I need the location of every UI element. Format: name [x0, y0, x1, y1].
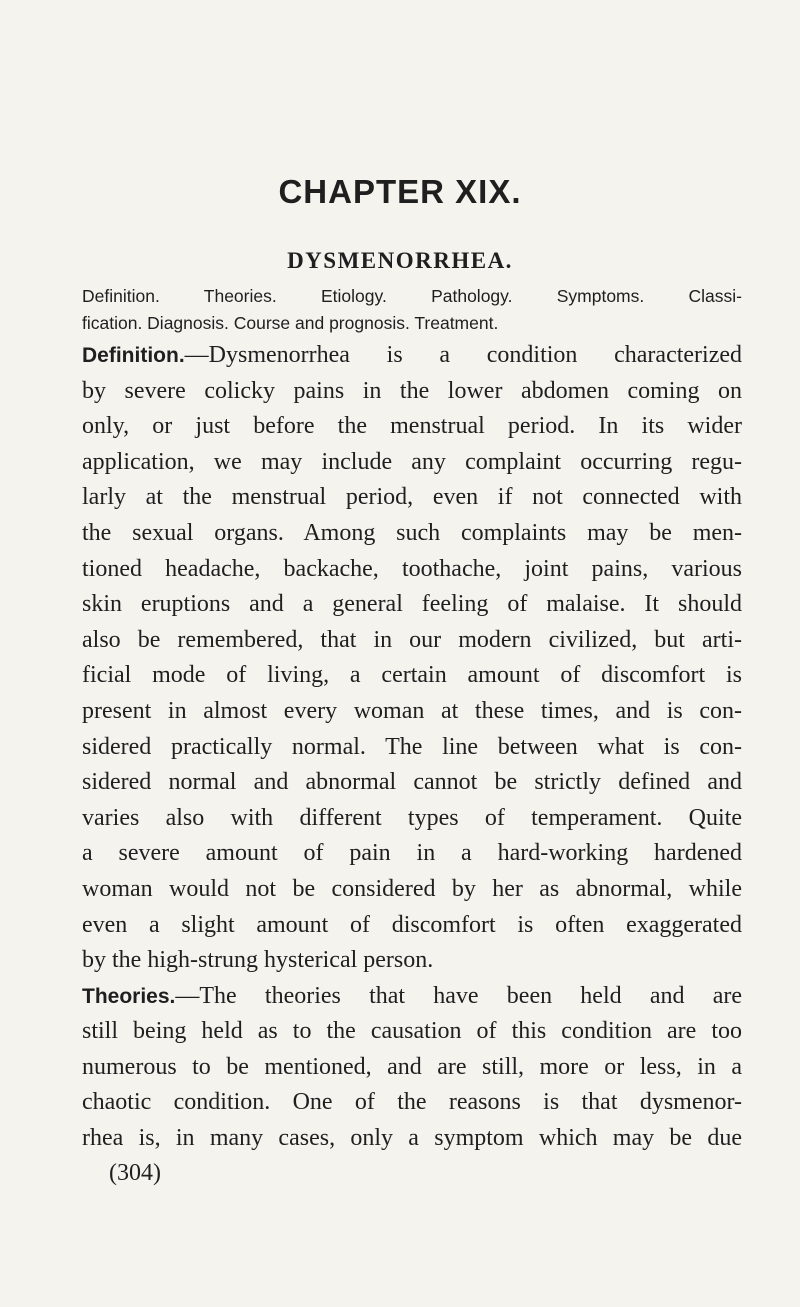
definition-heading: Definition. — [82, 344, 185, 367]
paragraph-line: numerous to be mentioned, and are still, more or less, in a — [82, 1053, 742, 1080]
paragraph-line: even a slight amount of discomfort is often exaggerated — [82, 911, 742, 938]
paragraph-line: sidered practically normal. The line between what is con- — [82, 733, 742, 760]
paragraph-line: ficial mode of living, a certain amount of discomfort is — [82, 662, 742, 689]
paragraph-line: only, or just before the menstrual period. In its wider — [82, 413, 742, 440]
paragraph-line: still being held as to the causation of this condition are too — [82, 1018, 742, 1045]
paragraph-line: Theories.—The theories that have been held and are — [82, 982, 742, 1009]
chapter-contents-summary — [82, 283, 742, 337]
body-text — [82, 338, 742, 1157]
paragraph-line: rhea is, in many cases, only a symptom which may be due — [82, 1125, 742, 1152]
paragraph-line: varies also with different types of temperament. Quite — [82, 804, 742, 831]
contents-line: fication. Diagnosis. Course and prognosis. Treatment. — [82, 313, 499, 333]
paragraph-line: application, we may include any complaint occurring regu- — [82, 448, 742, 475]
paragraph-line: larly at the menstrual period, even if not connected with — [82, 484, 742, 511]
paragraph-line: Definition.—Dysmenorrhea is a condition characterized — [82, 342, 742, 368]
page-number: (304) — [109, 1160, 161, 1186]
contents-line: Definition. Theories. Etiology. Pathology. Symptoms. Classi- — [82, 286, 742, 306]
paragraph-line: also be remembered, that in our modern civilized, but arti- — [82, 626, 742, 653]
paragraph-line: the sexual organs. Among such complaints may be men- — [82, 519, 742, 546]
paragraph-line: sidered normal and abnormal cannot be strictly defined and — [82, 769, 742, 796]
paragraph-line: tioned headache, backache, toothache, joint pains, various — [82, 555, 742, 582]
paragraph-line: woman would not be considered by her as abnormal, while — [82, 875, 742, 902]
chapter-title: CHAPTER XIX. — [278, 173, 522, 210]
paragraph-line: skin eruptions and a general feeling of malaise. It should — [82, 591, 742, 618]
section-title: DYSMENORRHEA. — [287, 248, 513, 273]
theories-heading: Theories. — [82, 984, 176, 1008]
paragraph-line: chaotic condition. One of the reasons is that dysmenor- — [82, 1089, 742, 1116]
paragraph-line: by the high-strung hysterical person. — [82, 947, 434, 974]
paragraph-line: a severe amount of pain in a hard-working hardened — [82, 840, 742, 867]
paragraph-line: present in almost every woman at these times, and is con- — [82, 697, 742, 724]
paragraph-line: by severe colicky pains in the lower abdomen coming on — [82, 377, 742, 404]
